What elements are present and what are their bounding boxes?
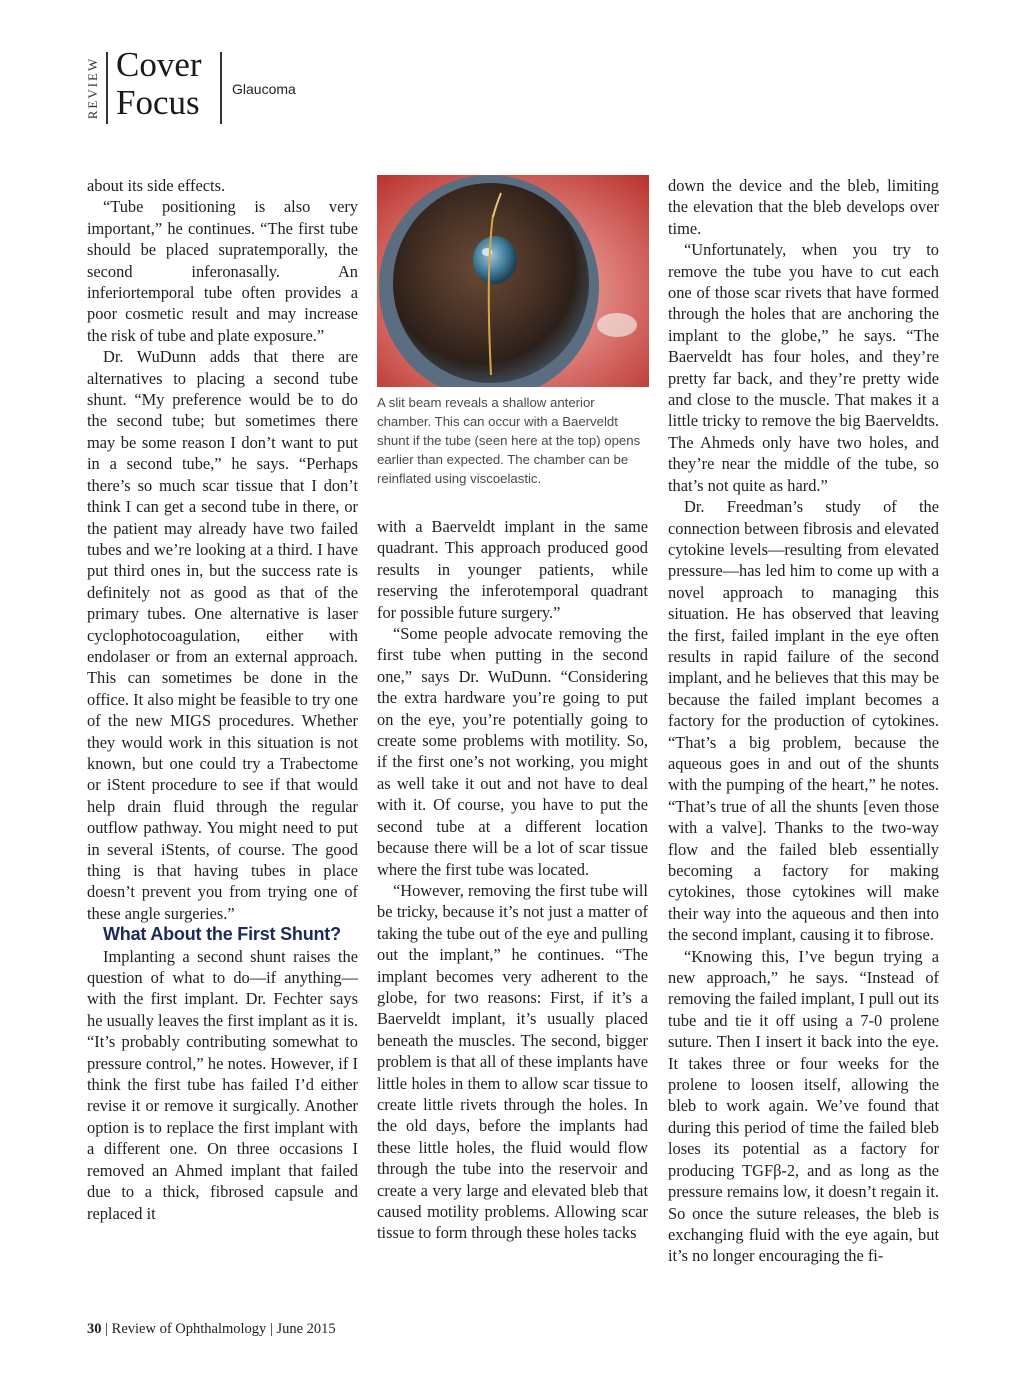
cover-focus-title [116,46,202,122]
paragraph: “Knowing this, I’ve begun trying a new approach,” he says. “Instead of removing the failed implant, I pull out its tube and tie it off using a 7-0 prolene suture. Then I insert it back into the eye. It takes three or four weeks for the prolene to loosen itself, allowing the bleb to work again. We’ve found that during this period of time the failed bleb loses its potential as a factory for producing TGFβ-2, and as long as the pressure remains low, it doesn’t regain it. So once the suture releases, the bleb is exchanging fluid with the eye again, but it’s no longer encouraging the fi- [668,946,939,1266]
paragraph: about its side effects. [87,176,226,195]
page-number: 30 [87,1321,102,1337]
paragraph: “Some people advocate removing the first tube when putting in the second one,” says Dr. WuDunn. “Considering the extra hardware you’re going to put on the eye, you’re potentially going to create some problems with motility. So, if the first one’s not working, you might as well take it out and not have to deal with it. Of course, you have to put the second tube at a different location because there will be a lot of scar tissue where the first tube was located. [377,624,648,879]
paragraph: “Tube positioning is also very important,” he continues. “The first tube should be placed supratemporally, the second inferonasally. An inferiortemporal tube often provides a poor cosmetic result and may increase the risk of tube and plate exposure.” [87,197,358,345]
footer-separator: | [269,1321,273,1337]
header-divider [220,52,222,124]
column-3 [668,175,939,1267]
page-footer [87,1321,336,1338]
paragraph: Implanting a second shunt raises the question of what to do—if anything—with the first implant. Dr. Fechter says he usually leaves the first implant as it is. “It’s probably contributing somewhat to pressure control,” he notes. However, if I think the first tube has failed I’d either revise it or remove it surgically. Another option is to replace the first implant with a different one. On three occasions I removed an Ahmed implant that failed due to a thick, fibrosed capsule and replaced it [87,946,358,1223]
paragraph: Dr. Freedman’s study of the connection between fibrosis and elevated cytokine levels—resulting from elevated pressure—has led him to come up with a novel approach to managing this situation. He has observed that leaving the first, failed implant in the eye often results in rapid failure of the second implant, and he believes that this may be because the failed implant becomes a factory for the production of cytokines. “That’s a big problem, because the aqueous goes in and out of the shunts with the pumping of the heart,” he notes. “That’s true of all the shunts [even those with a valve]. Thanks to the two-way flow and the failed bleb essentially becoming a factory for making cytokines, those cytokines will make their way into the aqueous and then into the second implant, causing it to fibrose. [668,497,939,945]
footer-separator: | [105,1321,109,1337]
figure-caption: A slit beam reveals a shallow anterior chamber. This can occur with a Baerveldt shunt if the tube (seen here at the top) opens earlier than expected. The chamber can be reinflated using viscoelastic. [377,395,641,486]
paragraph: “However, removing the first tube will be tricky, because it’s not just a matter of taking the tube out of the eye and pulling out the implant,” he continues. “The implant becomes very adherent to the globe, for two reasons: First, if it’s a Baerveldt implant, it’s usually placed beneath the muscles. The second, bigger problem is that all of these implants have little holes in them to allow scar tissue to create little rivets through the holes. In the old days, before the implants had these little holes, the fluid would flow through the tube into the reservoir and create a very large and elevated bleb that caused motility problems. Allowing scar tissue to form through these holes tacks [377,880,648,1243]
focus-word: Focus [116,83,200,122]
paragraph: Dr. WuDunn adds that there are alternatives to placing a second tube shunt. “My preference would be to do the second tube; but sometimes there may be some reason I don’t want to put in a second tube,” he says. “Perhaps there’s so much scar tissue that I don’t think I can get a second tube in there, or the patient may already have two failed tubes and we’re looking at a third. I have put third ones in, but the success rate is definitely not as good as that of the primary tubes. One alternative is laser cyclophotocoagulation, either with endolaser or from an external approach. This can sometimes be done in the office. It also might be feasible to try one of the new MIGS procedures. Whether they would work in this situation is not known, but one could try a Trabectome or iStent procedure to see if that would help drain fluid through the regular outflow pathway. You might need to put in several iStents, of course. The good thing is that having tubes in place doesn’t prevent you from trying one of these angle surgeries.” [87,347,358,923]
paragraph: “Unfortunately, when you try to remove the tube you have to cut each one of those scar rivets that have formed through the holes that are anchoring the implant to the globe,” he says. “The Baerveldt has four holes, and they’re pretty far back, and they’re pretty wide and close to the muscle. That makes it a little tricky to remove the big Baerveldts. The Ahmeds only have two holes, and they’re near the middle of the tube, so that’s not quite as hard.” [668,240,939,495]
paragraph: with a Baerveldt implant in the same quadrant. This approach produced good results in younger patients, while reserving the inferotemporal quadrant for possible future surgery.” [377,517,648,622]
review-label: REVIEW [85,56,100,120]
header-divider [106,52,108,124]
column-2 [377,516,648,1244]
eye-photo [377,175,649,387]
section-label: Glaucoma [232,81,296,97]
paragraph: down the device and the bleb, limiting the elevation that the bleb develops over time. [668,176,939,238]
subheading: What About the First Shunt? [103,924,341,945]
column-1 [87,175,358,1224]
journal-name: Review of Ophthalmology [111,1321,267,1337]
issue-date: June 2015 [276,1321,336,1337]
cover-word: Cover [116,45,202,84]
